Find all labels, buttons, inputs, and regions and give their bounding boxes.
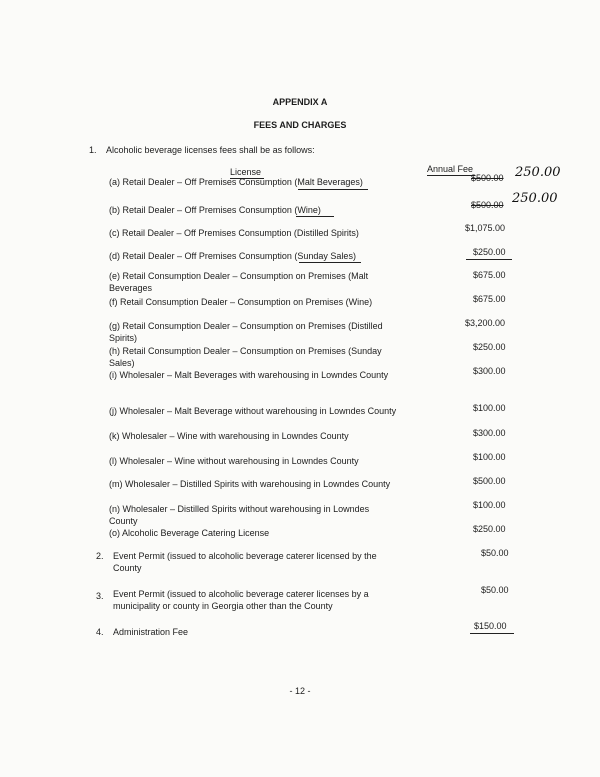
fee-e: $675.00	[473, 270, 506, 280]
fee-f: $675.00	[473, 294, 506, 304]
license-item-f: (f) Retail Consumption Dealer – Consumption on Premises (Wine)	[109, 297, 373, 307]
fee-n: $100.00	[473, 500, 506, 510]
license-item-b: (b) Retail Dealer – Off Premises Consumption (Wine)	[109, 205, 321, 215]
fee-i: $300.00	[473, 366, 506, 376]
fee-b-handwritten: 250.00	[512, 191, 558, 206]
license-item-l: (l) Wholesaler – Wine without warehousing in Lowndes County	[109, 456, 359, 466]
license-item-a: (a) Retail Dealer – Off Premises Consumption (Malt Beverages)	[109, 177, 363, 187]
appendix-title: APPENDIX A	[272, 97, 328, 107]
license-item-d: (d) Retail Dealer – Off Premises Consumption (Sunday Sales)	[109, 251, 356, 261]
item-3-number: 3.	[96, 591, 104, 601]
fee-item-4: $150.00	[474, 621, 507, 631]
page-number: - 12 -	[289, 686, 311, 696]
item-2-number: 2.	[96, 551, 104, 561]
license-item-k: (k) Wholesaler – Wine with warehousing in Lowndes County	[109, 431, 349, 441]
fee-item-2: $50.00	[481, 548, 509, 558]
fee-a-original: $500.00	[471, 173, 504, 183]
item-b-hand-underline	[296, 216, 334, 217]
fee-b-original: $500.00	[471, 200, 504, 210]
license-item-m: (m) Wholesaler – Distilled Spirits with warehousing in Lowndes County	[109, 479, 391, 489]
fee-item-3: $50.00	[481, 585, 509, 595]
license-item-g: (g) Retail Consumption Dealer – Consumption on Premises (Distilled Spirits)	[109, 321, 383, 343]
fee-k: $300.00	[473, 428, 506, 438]
event-permit-outside-item: Event Permit (issued to alcoholic beverage caterer licenses by a municipality or county in Georgia other than the County	[113, 589, 369, 611]
fee-o: $250.00	[473, 524, 506, 534]
license-column-header: License	[230, 167, 262, 177]
administration-fee-item: Administration Fee	[113, 627, 189, 637]
fee-header-underline	[427, 175, 475, 176]
fee-c: $1,075.00	[465, 223, 506, 233]
license-item-c: (c) Retail Dealer – Off Premises Consumption (Distilled Spirits)	[109, 228, 359, 238]
fee-j: $100.00	[473, 403, 506, 413]
license-item-i: (i) Wholesaler – Malt Beverages with warehousing in Lowndes County	[109, 370, 389, 380]
event-permit-item: Event Permit (issued to alcoholic beverage caterer licensed by the County	[113, 551, 377, 573]
section-title: FEES AND CHARGES	[253, 120, 347, 130]
license-item-n: (n) Wholesaler – Distilled Spirits without warehousing in Lowndes County	[109, 504, 370, 526]
fee-g: $3,200.00	[465, 318, 506, 328]
fee-d-hand-underline	[466, 259, 512, 260]
fee-d: $250.00	[473, 247, 506, 257]
item-4-number: 4.	[96, 627, 104, 637]
license-item-o: (o) Alcoholic Beverage Catering License	[109, 528, 270, 538]
license-item-j: (j) Wholesaler – Malt Beverage without warehousing in Lowndes County	[109, 406, 397, 416]
intro-text: Alcoholic beverage licenses fees shall be as follows:	[106, 145, 315, 155]
fee-a-handwritten: 250.00	[515, 165, 561, 180]
item-1-number: 1.	[89, 145, 97, 155]
item-d-hand-underline	[299, 262, 361, 263]
license-item-h: (h) Retail Consumption Dealer – Consumption on Premises (Sunday Sales)	[109, 346, 382, 368]
fee-h: $250.00	[473, 342, 506, 352]
license-item-e: (e) Retail Consumption Dealer – Consumption on Premises (Malt Beverages	[109, 271, 369, 293]
annual-fee-column-header: Annual Fee	[427, 164, 474, 174]
fee-l: $100.00	[473, 452, 506, 462]
item-a-hand-underline	[298, 189, 368, 190]
fee-m: $500.00	[473, 476, 506, 486]
fee-4-hand-underline	[470, 633, 514, 634]
